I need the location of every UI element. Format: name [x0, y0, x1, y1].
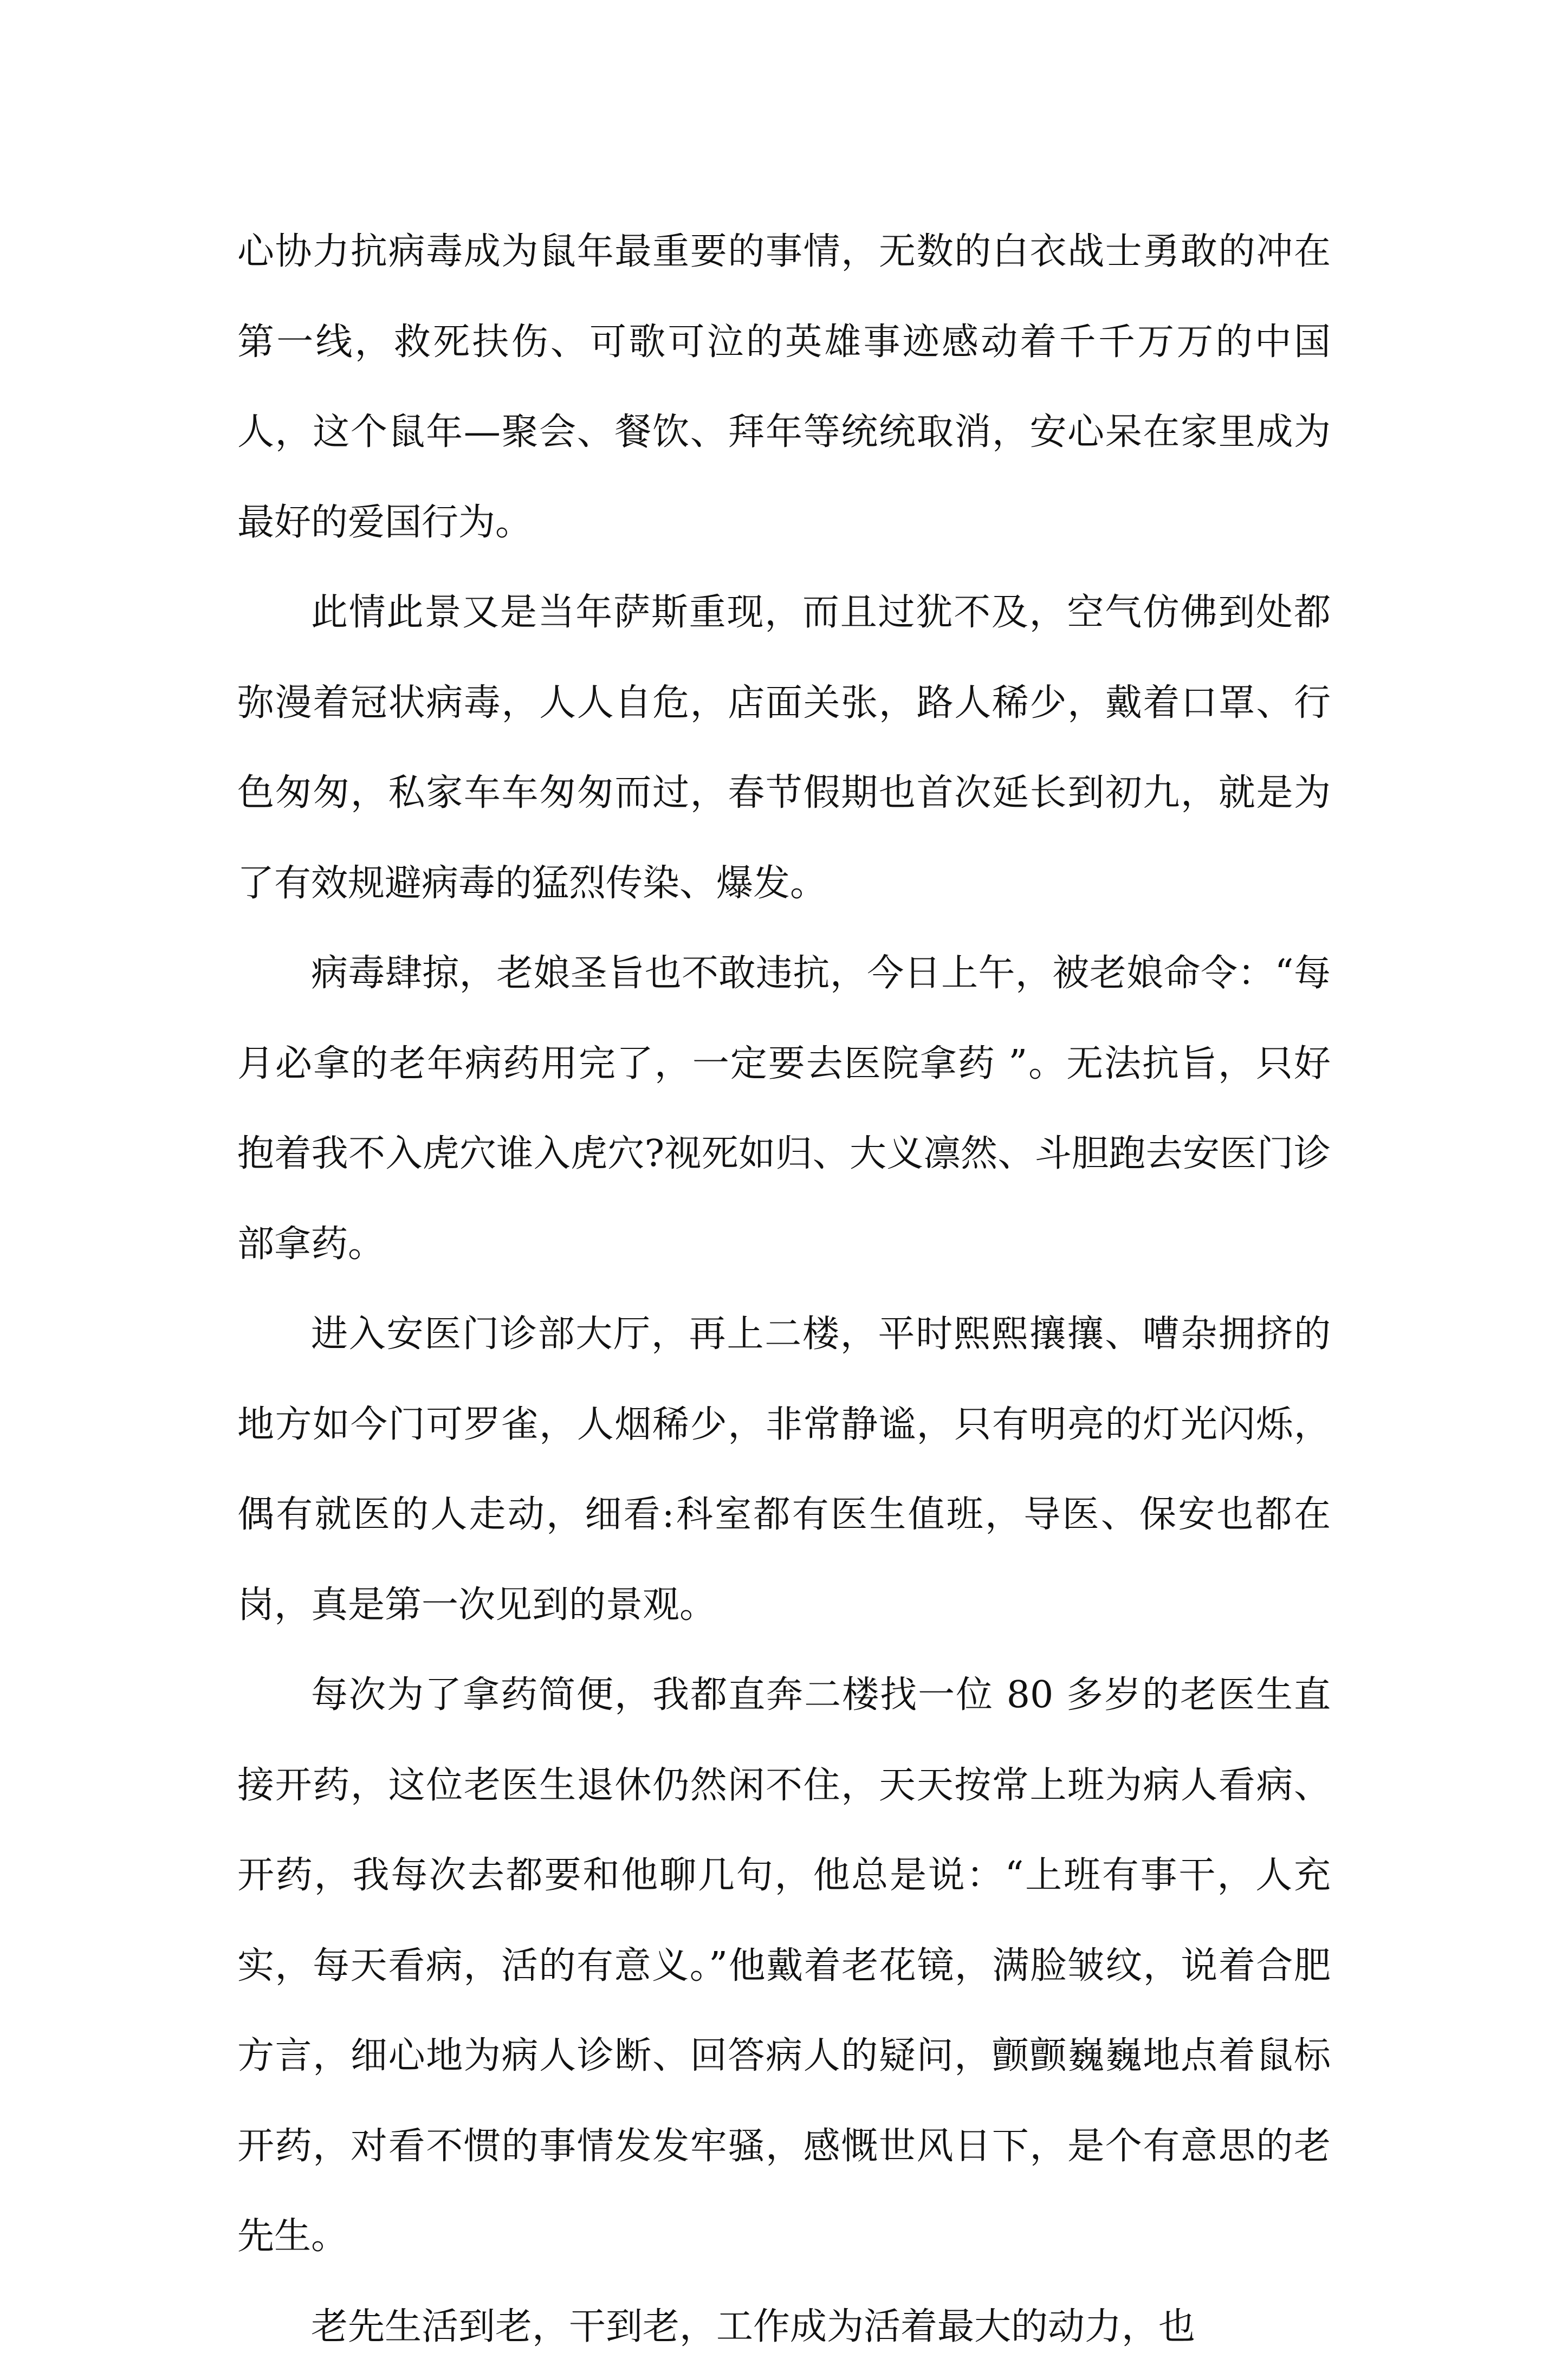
paragraph-2: 此情此景又是当年萨斯重现，而且过犹不及，空气仿佛到处都弥漫着冠状病毒，人人自危，店面关张，路人稀少，戴着口罩、行色匆匆，私家车车匆匆而过，春节假期也首次延长到初九，就是为了有效规避病毒的猛烈传染、爆发。 [237, 568, 1331, 929]
paragraph-4: 进入安医门诊部大厅，再上二楼，平时熙熙攘攘、嘈杂拥挤的地方如今门可罗雀，人烟稀少，非常静谧，只有明亮的灯光闪烁，偶有就医的人走动，细看:科室都有医生值班，导医、保安也都在岗，真是第一次见到的景观。 [237, 1289, 1331, 1650]
document-body [237, 207, 1331, 2372]
paragraph-5: 每次为了拿药简便，我都直奔二楼找一位 80 多岁的老医生直接开药，这位老医生退休仍然闲不住，天天按常上班为病人看病、开药，我每次去都要和他聊几句，他总是说：“上班有事干，人充实，每天看病，活的有意义。”他戴着老花镜，满脸皱纹，说着合肥方言，细心地为病人诊断、回答病人的疑问，颤颤巍巍地点着鼠标开药，对看不惯的事情发发牢骚，感慨世风日下，是个有意思的老先生。 [237, 1650, 1331, 2282]
paragraph-6: 老先生活到老，干到老，工作成为活着最大的动力，也 [237, 2282, 1331, 2372]
paragraph-3: 病毒肆掠，老娘圣旨也不敢违抗，今日上午，被老娘命令：“每月必拿的老年病药用完了，一定要去医院拿药 ”。无法抗旨，只好抱着我不入虎穴谁入虎穴?视死如归、大义凛然、斗胆跑去安医门诊部拿药。 [237, 929, 1331, 1289]
paragraph-1: 心协力抗病毒成为鼠年最重要的事情，无数的白衣战士勇敢的冲在第一线，救死扶伤、可歌可泣的英雄事迹感动着千千万万的中国人，这个鼠年—聚会、餐饮、拜年等统统取消，安心呆在家里成为最好的爱国行为。 [237, 207, 1331, 568]
